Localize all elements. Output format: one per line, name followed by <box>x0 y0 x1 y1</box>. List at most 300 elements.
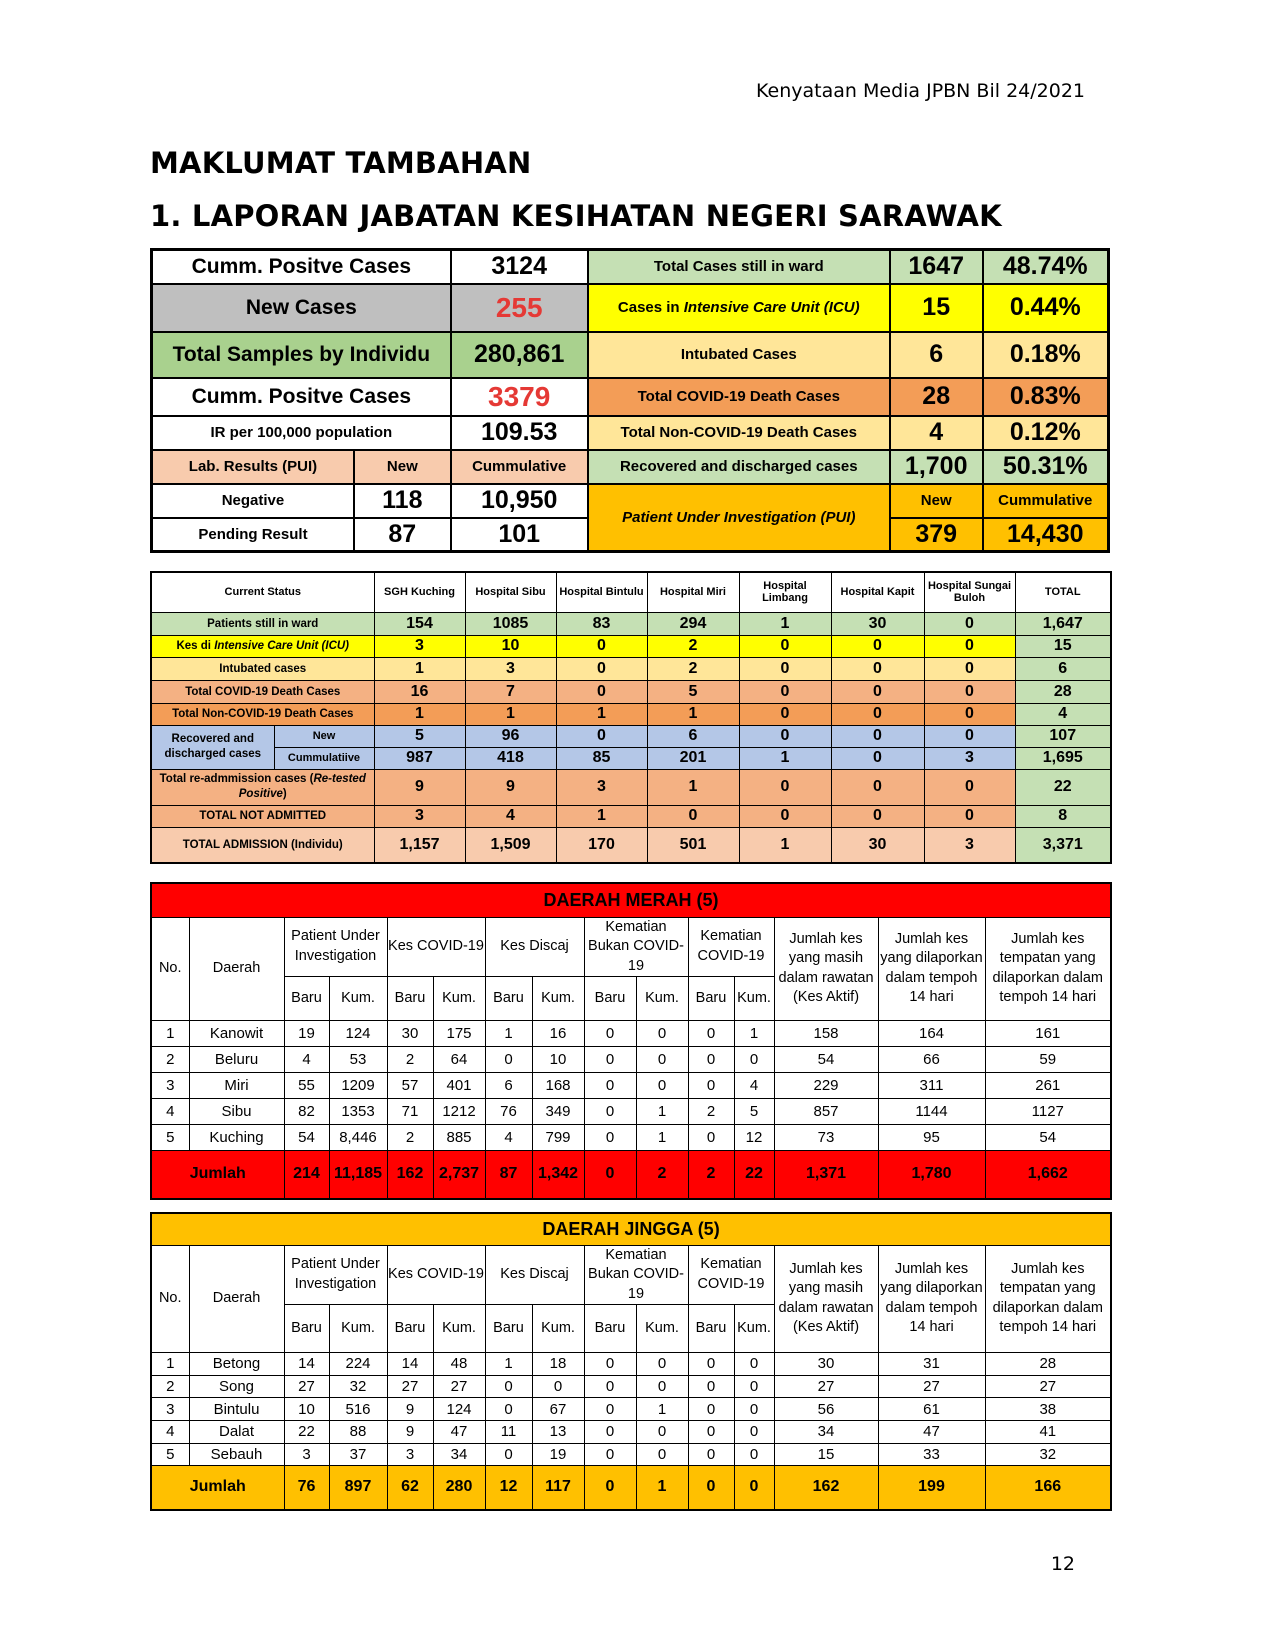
cell: 857 <box>774 1099 878 1125</box>
cell: 0 <box>924 635 1015 657</box>
pending-cumm: 101 <box>451 518 588 552</box>
cell: 161 <box>985 1021 1111 1047</box>
cell: 31 <box>878 1353 985 1376</box>
cell: 1 <box>739 827 831 863</box>
cell: 158 <box>774 1021 878 1047</box>
row-recovered-label: Recovered and discharged cases <box>151 725 274 769</box>
header-kum: Kum. <box>433 1305 485 1353</box>
ir-value: 109.53 <box>451 416 588 450</box>
total-cell: 1 <box>636 1466 688 1510</box>
row-number: 1 <box>151 1353 189 1376</box>
pending-label: Pending Result <box>152 518 354 552</box>
cell: 3 <box>924 827 1015 863</box>
cell: 48 <box>433 1353 485 1376</box>
document-reference: Kenyataan Media JPBN Bil 24/2021 <box>756 80 1085 102</box>
header-kematian-covid: Kematian COVID-19 <box>688 1245 774 1305</box>
cell: 0 <box>688 1443 734 1466</box>
cell: 0 <box>924 612 1015 635</box>
cell: 5 <box>374 725 465 747</box>
cell: 34 <box>433 1443 485 1466</box>
cell: 34 <box>774 1420 878 1443</box>
cell: 0 <box>688 1398 734 1421</box>
cell: 0 <box>636 1353 688 1376</box>
row-death-label: Total COVID-19 Death Cases <box>151 680 374 703</box>
cell: 19 <box>532 1443 584 1466</box>
cell: 15 <box>774 1443 878 1466</box>
header-baru: Baru <box>485 1305 532 1353</box>
table-row <box>151 1073 1111 1099</box>
cell: 30 <box>774 1353 878 1376</box>
header-kes-covid: Kes COVID-19 <box>387 1245 485 1305</box>
header-kum: Kum. <box>433 977 485 1021</box>
new-cases-label: New Cases <box>152 284 451 332</box>
cell: 0 <box>734 1398 774 1421</box>
total-cell: 22 <box>734 1151 774 1199</box>
cell: 1 <box>636 1125 688 1151</box>
header-kum: Kum. <box>636 1305 688 1353</box>
district-name: Song <box>189 1375 284 1398</box>
cell: 154 <box>374 612 465 635</box>
total-cell: 12 <box>485 1466 532 1510</box>
header-pui: Patient Under Investigation <box>284 917 387 977</box>
cell: 0 <box>556 680 647 703</box>
cell: 16 <box>374 680 465 703</box>
cell: 47 <box>878 1420 985 1443</box>
pending-new: 87 <box>354 518 451 552</box>
icu-label: Cases in Intensive Care Unit (ICU) <box>588 284 890 332</box>
ir-label: IR per 100,000 population <box>152 416 451 450</box>
total-cell: 162 <box>774 1466 878 1510</box>
cell: 8,446 <box>329 1125 387 1151</box>
cell: 1209 <box>329 1073 387 1099</box>
total-label: Jumlah <box>151 1151 284 1199</box>
header-kematian-covid: Kematian COVID-19 <box>688 917 774 977</box>
cell: 13 <box>532 1420 584 1443</box>
row-number: 5 <box>151 1125 189 1151</box>
cell: 1 <box>465 703 556 725</box>
cell-total: 6 <box>1015 657 1111 680</box>
cell: 30 <box>831 612 924 635</box>
cell: 73 <box>774 1125 878 1151</box>
recovered-value: 1,700 <box>890 450 983 484</box>
cumm-positive-value-2: 3379 <box>451 378 588 416</box>
header-kum: Kum. <box>532 977 584 1021</box>
cell: 1 <box>556 703 647 725</box>
cell: 885 <box>433 1125 485 1151</box>
total-cell: 62 <box>387 1466 433 1510</box>
header-kematian-bukan-covid: Kematian Bukan COVID-19 <box>584 1245 688 1305</box>
header-kum: Kum. <box>329 1305 387 1353</box>
pui-new-value: 379 <box>890 518 983 552</box>
cell: 418 <box>465 747 556 769</box>
cell: 0 <box>739 703 831 725</box>
table-row <box>151 1125 1111 1151</box>
cell-total: 28 <box>1015 680 1111 703</box>
cell: 0 <box>831 769 924 805</box>
cell: 27 <box>284 1375 329 1398</box>
cell: 9 <box>374 769 465 805</box>
cell: 32 <box>985 1443 1111 1466</box>
cell: 0 <box>584 1099 636 1125</box>
row-ward-label: Patients still in ward <box>151 612 374 635</box>
daerah-jingga-table <box>150 1212 1112 1511</box>
cell: 0 <box>688 1420 734 1443</box>
cell: 0 <box>739 635 831 657</box>
cell: 987 <box>374 747 465 769</box>
cell: 0 <box>924 805 1015 827</box>
cell: 1212 <box>433 1099 485 1125</box>
cell: 0 <box>739 657 831 680</box>
cell: 37 <box>329 1443 387 1466</box>
intubated-value: 6 <box>890 332 983 378</box>
cumm-positive-label-2: Cumm. Positve Cases <box>152 378 451 416</box>
cell: 0 <box>734 1047 774 1073</box>
cell: 0 <box>636 1073 688 1099</box>
total-cell: 214 <box>284 1151 329 1199</box>
cell: 88 <box>329 1420 387 1443</box>
header-no: No. <box>151 917 189 1021</box>
cell-total: 8 <box>1015 805 1111 827</box>
cell: 1 <box>374 703 465 725</box>
header-baru: Baru <box>688 1305 734 1353</box>
header-kes-covid: Kes COVID-19 <box>387 917 485 977</box>
cell: 1,509 <box>465 827 556 863</box>
summary-table <box>150 248 1110 553</box>
cell: 76 <box>485 1099 532 1125</box>
recovered-pct: 50.31% <box>983 450 1109 484</box>
cell: 27 <box>878 1375 985 1398</box>
cell: 4 <box>284 1047 329 1073</box>
cell: 1 <box>485 1021 532 1047</box>
cell: 0 <box>584 1021 636 1047</box>
header-baru: Baru <box>485 977 532 1021</box>
cell: 16 <box>532 1021 584 1047</box>
cell: 54 <box>284 1125 329 1151</box>
col-current-status: Current Status <box>151 572 374 612</box>
row-number: 5 <box>151 1443 189 1466</box>
cell: 0 <box>584 1047 636 1073</box>
cell: 0 <box>584 1375 636 1398</box>
cell: 0 <box>688 1021 734 1047</box>
header-daerah: Daerah <box>189 1245 284 1353</box>
cell: 5 <box>647 680 739 703</box>
row-number: 1 <box>151 1021 189 1047</box>
cell: 1 <box>636 1398 688 1421</box>
total-cell: 897 <box>329 1466 387 1510</box>
cell: 1127 <box>985 1099 1111 1125</box>
cell: 3 <box>465 657 556 680</box>
cell: 0 <box>636 1021 688 1047</box>
header-pui: Patient Under Investigation <box>284 1245 387 1305</box>
district-name: Bintulu <box>189 1398 284 1421</box>
cell: 1,157 <box>374 827 465 863</box>
cell: 124 <box>433 1398 485 1421</box>
cell: 3 <box>374 635 465 657</box>
cell: 0 <box>532 1375 584 1398</box>
table-row <box>151 1353 1111 1376</box>
cell: 1 <box>556 805 647 827</box>
pui-label: Patient Under Investigation (PUI) <box>588 484 890 552</box>
total-cell: 166 <box>985 1466 1111 1510</box>
district-name: Miri <box>189 1073 284 1099</box>
samples-value: 280,861 <box>451 332 588 378</box>
cell: 0 <box>739 680 831 703</box>
total-cell: 0 <box>584 1151 636 1199</box>
cell: 27 <box>774 1375 878 1398</box>
header-baru: Baru <box>584 977 636 1021</box>
recovered-label: Recovered and discharged cases <box>588 450 890 484</box>
cell: 0 <box>584 1420 636 1443</box>
lab-cumm-header: Cummulative <box>451 450 588 484</box>
total-cell: 11,185 <box>329 1151 387 1199</box>
cell: 0 <box>739 725 831 747</box>
header-baru: Baru <box>584 1305 636 1353</box>
cell: 27 <box>985 1375 1111 1398</box>
intubated-pct: 0.18% <box>983 332 1109 378</box>
cell: 12 <box>734 1125 774 1151</box>
cell: 0 <box>831 680 924 703</box>
cell: 0 <box>688 1125 734 1151</box>
cell: 56 <box>774 1398 878 1421</box>
noncovid-value: 4 <box>890 416 983 450</box>
row-number: 3 <box>151 1398 189 1421</box>
cell: 175 <box>433 1021 485 1047</box>
cell: 401 <box>433 1073 485 1099</box>
cell: 0 <box>831 657 924 680</box>
cell: 0 <box>556 725 647 747</box>
cell: 14 <box>387 1353 433 1376</box>
row-noncovid-label: Total Non-COVID-19 Death Cases <box>151 703 374 725</box>
cell: 30 <box>831 827 924 863</box>
cell: 124 <box>329 1021 387 1047</box>
cell-total: 4 <box>1015 703 1111 725</box>
cell: 0 <box>831 635 924 657</box>
death-pct: 0.83% <box>983 378 1109 416</box>
pui-new-header: New <box>890 484 983 518</box>
cell: 83 <box>556 612 647 635</box>
cell: 1144 <box>878 1099 985 1125</box>
header-tempatan: Jumlah kes tempatan yang dilaporkan dalam tempoh 14 hari <box>985 917 1111 1021</box>
section-title: MAKLUMAT TAMBAHAN <box>150 146 532 180</box>
daerah-merah-title: DAERAH MERAH (5) <box>151 883 1111 917</box>
cell: 229 <box>774 1073 878 1099</box>
hospital-table <box>150 571 1112 864</box>
total-cell: 2 <box>688 1151 734 1199</box>
header-dilaporkan: Jumlah kes yang dilaporkan dalam tempoh 14 hari <box>878 1245 985 1353</box>
cell: 0 <box>831 725 924 747</box>
cumm-positive-value: 3124 <box>451 250 588 284</box>
cell: 0 <box>831 747 924 769</box>
district-name: Kanowit <box>189 1021 284 1047</box>
cell: 0 <box>584 1443 636 1466</box>
header-dilaporkan: Jumlah kes yang dilaporkan dalam tempoh 14 hari <box>878 917 985 1021</box>
cell: 14 <box>284 1353 329 1376</box>
district-name: Dalat <box>189 1420 284 1443</box>
cell: 2 <box>647 635 739 657</box>
daerah-jingga-title: DAERAH JINGGA (5) <box>151 1213 1111 1245</box>
cell: 64 <box>433 1047 485 1073</box>
cell: 1 <box>374 657 465 680</box>
cell: 0 <box>734 1443 774 1466</box>
total-cell: 76 <box>284 1466 329 1510</box>
total-cell: 162 <box>387 1151 433 1199</box>
table-row <box>151 1443 1111 1466</box>
cell: 170 <box>556 827 647 863</box>
cell: 6 <box>647 725 739 747</box>
cell: 47 <box>433 1420 485 1443</box>
row-number: 3 <box>151 1073 189 1099</box>
total-cell: 0 <box>734 1466 774 1510</box>
cell: 0 <box>485 1047 532 1073</box>
samples-label: Total Samples by Individu <box>152 332 451 378</box>
cell: 1 <box>647 769 739 805</box>
cell: 799 <box>532 1125 584 1151</box>
cell: 9 <box>387 1398 433 1421</box>
cell: 59 <box>985 1047 1111 1073</box>
ward-pct: 48.74% <box>983 250 1109 284</box>
cell: 10 <box>284 1398 329 1421</box>
cell: 4 <box>734 1073 774 1099</box>
col-hospital-limbang: Hospital Limbang <box>739 572 831 612</box>
header-baru: Baru <box>688 977 734 1021</box>
total-cell: 2 <box>636 1151 688 1199</box>
cell: 0 <box>924 680 1015 703</box>
cell: 85 <box>556 747 647 769</box>
header-kes-aktif: Jumlah kes yang masih dalam rawatan (Kes Aktif) <box>774 1245 878 1353</box>
cell: 19 <box>284 1021 329 1047</box>
header-tempatan: Jumlah kes tempatan yang dilaporkan dalam tempoh 14 hari <box>985 1245 1111 1353</box>
cell: 0 <box>485 1375 532 1398</box>
header-kum: Kum. <box>734 1305 774 1353</box>
cell: 4 <box>465 805 556 827</box>
header-kematian-bukan-covid: Kematian Bukan COVID-19 <box>584 917 688 977</box>
row-number: 2 <box>151 1047 189 1073</box>
cell: 1085 <box>465 612 556 635</box>
cell: 0 <box>688 1073 734 1099</box>
daerah-merah-table <box>150 882 1112 1200</box>
col-sgh-kuching: SGH Kuching <box>374 572 465 612</box>
cell: 10 <box>465 635 556 657</box>
cell: 224 <box>329 1353 387 1376</box>
district-name: Betong <box>189 1353 284 1376</box>
cell-total: 15 <box>1015 635 1111 657</box>
page-number: 12 <box>1050 1553 1075 1575</box>
row-number: 4 <box>151 1099 189 1125</box>
death-label: Total COVID-19 Death Cases <box>588 378 890 416</box>
cell: 0 <box>584 1073 636 1099</box>
ward-label: Total Cases still in ward <box>588 250 890 284</box>
cell: 3 <box>556 769 647 805</box>
cell: 0 <box>636 1047 688 1073</box>
cell: 1 <box>636 1099 688 1125</box>
cell: 0 <box>831 805 924 827</box>
cumm-positive-label: Cumm. Positve Cases <box>152 250 451 284</box>
total-cell: 0 <box>688 1466 734 1510</box>
row-recovered-cumm-label: Cummulatiive <box>274 747 374 769</box>
cell: 0 <box>647 805 739 827</box>
total-cell: 199 <box>878 1466 985 1510</box>
header-baru: Baru <box>387 1305 433 1353</box>
cell: 10 <box>532 1047 584 1073</box>
cell: 0 <box>584 1353 636 1376</box>
cell: 9 <box>387 1420 433 1443</box>
pui-cumm-header: Cummulative <box>983 484 1109 518</box>
cell: 1 <box>739 612 831 635</box>
row-number: 2 <box>151 1375 189 1398</box>
cell: 0 <box>584 1125 636 1151</box>
cell: 294 <box>647 612 739 635</box>
cell: 5 <box>734 1099 774 1125</box>
new-cases-value: 255 <box>451 284 588 332</box>
row-admission-label: TOTAL ADMISSION (Individu) <box>151 827 374 863</box>
cell: 1 <box>739 747 831 769</box>
cell: 201 <box>647 747 739 769</box>
cell: 54 <box>774 1047 878 1073</box>
total-cell: 117 <box>532 1466 584 1510</box>
cell: 6 <box>485 1073 532 1099</box>
cell: 0 <box>924 657 1015 680</box>
ward-value: 1647 <box>890 250 983 284</box>
cell: 30 <box>387 1021 433 1047</box>
cell: 53 <box>329 1047 387 1073</box>
cell: 3 <box>284 1443 329 1466</box>
col-hospital-sibu: Hospital Sibu <box>465 572 556 612</box>
cell-total: 107 <box>1015 725 1111 747</box>
lab-new-header: New <box>354 450 451 484</box>
icu-pct: 0.44% <box>983 284 1109 332</box>
cell: 67 <box>532 1398 584 1421</box>
table-row <box>151 1420 1111 1443</box>
cell: 28 <box>985 1353 1111 1376</box>
cell: 0 <box>584 1398 636 1421</box>
negative-new: 118 <box>354 484 451 518</box>
row-number: 4 <box>151 1420 189 1443</box>
table-row <box>151 1099 1111 1125</box>
cell: 61 <box>878 1398 985 1421</box>
cell: 38 <box>985 1398 1111 1421</box>
cell: 41 <box>985 1420 1111 1443</box>
cell: 2 <box>387 1047 433 1073</box>
cell: 0 <box>636 1420 688 1443</box>
cell: 0 <box>636 1443 688 1466</box>
table-row <box>151 1047 1111 1073</box>
cell: 501 <box>647 827 739 863</box>
district-name: Sibu <box>189 1099 284 1125</box>
cell: 9 <box>465 769 556 805</box>
table-row <box>151 1021 1111 1047</box>
subsection-title: 1. LAPORAN JABATAN KESIHATAN NEGERI SARAWAK <box>150 199 1002 233</box>
cell: 0 <box>485 1443 532 1466</box>
cell: 261 <box>985 1073 1111 1099</box>
header-baru: Baru <box>284 1305 329 1353</box>
negative-label: Negative <box>152 484 354 518</box>
header-kum: Kum. <box>734 977 774 1021</box>
cell: 18 <box>532 1353 584 1376</box>
table-row <box>151 1375 1111 1398</box>
row-icu-label: Kes di Intensive Care Unit (ICU) <box>151 635 374 657</box>
header-kum: Kum. <box>532 1305 584 1353</box>
cell: 0 <box>739 769 831 805</box>
cell: 0 <box>734 1353 774 1376</box>
cell: 55 <box>284 1073 329 1099</box>
cell: 27 <box>387 1375 433 1398</box>
cell: 0 <box>688 1047 734 1073</box>
cell: 0 <box>556 635 647 657</box>
row-recovered-new-label: New <box>274 725 374 747</box>
cell: 349 <box>532 1099 584 1125</box>
death-value: 28 <box>890 378 983 416</box>
total-cell: 0 <box>584 1466 636 1510</box>
